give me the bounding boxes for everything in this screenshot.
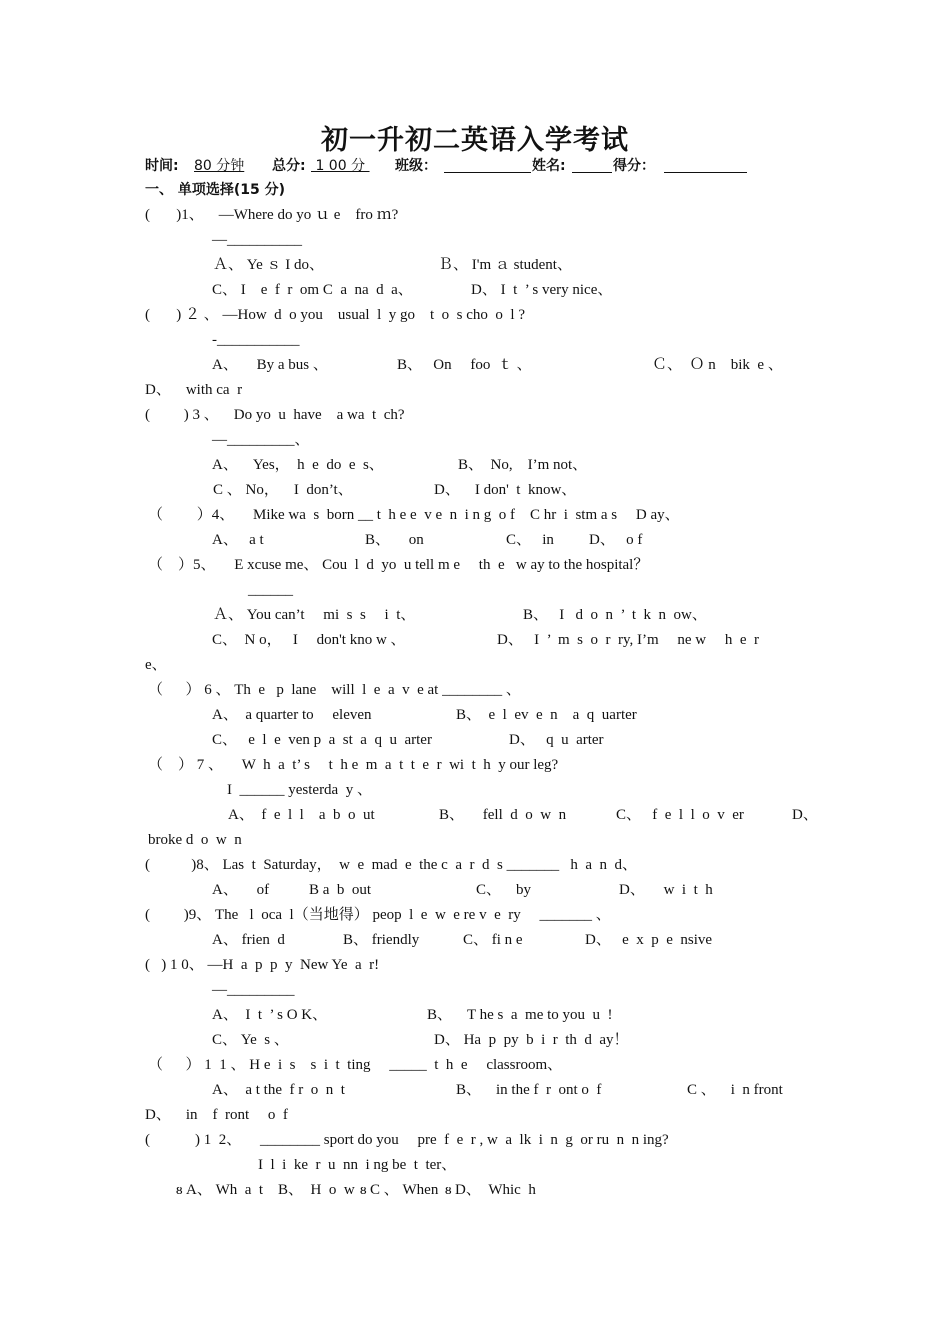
total-value: 1 00 分 bbox=[311, 158, 370, 174]
name-blank[interactable] bbox=[572, 172, 612, 173]
option-b: B、 in the f r ont o f bbox=[456, 1082, 602, 1098]
question-1: ( )1、 —Where do yo ｕ e fro ｍ? bbox=[145, 207, 399, 223]
option-d: D、 w i t h bbox=[619, 882, 713, 898]
option-b: B a b out bbox=[309, 882, 372, 898]
question-7: （ ） 7 、 W h a t’ s t h e m a t t e r wi t h y our leg? bbox=[148, 757, 559, 773]
section-mark: ᴕ bbox=[360, 1182, 367, 1198]
question-12-stem: I l i ke r u nn i ng be t ter、 bbox=[258, 1157, 457, 1173]
option-d: D、 I ’ m s o r ry, I’m ne w h e r bbox=[497, 632, 760, 648]
option-a: Ａ、 You can’t mi s s i t、 bbox=[213, 607, 416, 623]
question-11: （ ） 1 1 、 H e i s s i t ting _____ t h e classroom、 bbox=[148, 1057, 563, 1073]
question-10: ( ) 1 0、 —H a p p y New Ye a r! bbox=[145, 957, 380, 973]
option-b: B、 On foo ｔ 、 bbox=[397, 357, 532, 373]
option-b: B、 H o w bbox=[278, 1182, 355, 1198]
option-a: A、 a t the f r o n t bbox=[212, 1082, 345, 1098]
section-mark: ᴕ bbox=[176, 1182, 183, 1198]
option-a: A、 By a bus 、 bbox=[212, 357, 328, 373]
option-c: C、 I e f r om C a na d a、 bbox=[212, 282, 413, 298]
option-b: B、 fell d o w n bbox=[439, 807, 567, 823]
option-d-wrap: e、 bbox=[145, 657, 167, 673]
option-a: A、 a quarter to eleven bbox=[212, 707, 372, 723]
option-b: B、 on bbox=[365, 532, 424, 548]
question-8: ( )8、 Las t Saturday， w e mad e the c a r d s _______ h a n d、 bbox=[145, 857, 637, 873]
question-5: （ ）5、 E xcuse me、 Cou l d yo u tell m e th e w ay to the hospital？ bbox=[148, 557, 649, 573]
option-b: B、 e l ev e n a q uarter bbox=[456, 707, 637, 723]
option-c: C、 N o， I don't kno w 、 bbox=[212, 632, 406, 648]
answer-blank: -___________ bbox=[212, 332, 300, 348]
option-a: A、 frien d bbox=[212, 932, 285, 948]
option-d: D、 q u arter bbox=[509, 732, 604, 748]
option-c: C 、 i n front bbox=[687, 1082, 783, 1098]
option-c: C、 fi n e bbox=[463, 932, 523, 948]
option-a: A、 I t ’ s O K、 bbox=[212, 1007, 328, 1023]
option-c: C、 in bbox=[506, 532, 554, 548]
name-label: 姓名: bbox=[532, 158, 566, 174]
option-d: D、 I t ’ s very nice、 bbox=[471, 282, 613, 298]
option-a: Ａ、 Ye ｓ I do、 bbox=[213, 257, 324, 273]
option-a: A、 f e l l a b o ut bbox=[228, 807, 375, 823]
answer-blank: —_________ bbox=[212, 982, 295, 998]
question-7-stem: I ______ yesterda y 、 bbox=[227, 782, 372, 798]
option-d: D、 e x p e nsive bbox=[585, 932, 713, 948]
option-d: D、 in f ront o f bbox=[145, 1107, 288, 1123]
question-3: ( ) 3 、 Do yo u have a wa t ch? bbox=[145, 407, 405, 423]
option-c: C、 by bbox=[476, 882, 532, 898]
option-b: B、 I d o n ’ t k n ow、 bbox=[523, 607, 707, 623]
option-a: A、 a t bbox=[212, 532, 264, 548]
option-c: C、 f e l l o v er bbox=[616, 807, 744, 823]
option-c: C 、 No， I don’t、 bbox=[213, 482, 353, 498]
option-d-wrap: broke d o w n bbox=[148, 832, 242, 848]
total-label: 总分: bbox=[272, 158, 306, 174]
option-c: Ｃ、 Ｏ n bik e 、 bbox=[652, 357, 783, 373]
option-d: D、 bbox=[792, 807, 818, 823]
section-heading: 一、 单项选择(15 分) bbox=[145, 182, 286, 198]
option-d: D、 I don' t know、 bbox=[434, 482, 577, 498]
option-c: C、 e l e ven p a st a q u arter bbox=[212, 732, 432, 748]
option-c: C 、 When bbox=[370, 1182, 439, 1198]
option-d: D、 Whic h bbox=[455, 1182, 536, 1198]
option-d: D、 with ca r bbox=[145, 382, 243, 398]
option-a: A、 of bbox=[212, 882, 270, 898]
option-a: A、 Wh a t bbox=[186, 1182, 264, 1198]
time-label: 时间: bbox=[145, 158, 179, 174]
option-b: Ｂ、 I'm ａ student、 bbox=[438, 257, 572, 273]
option-b: B、 No, I’m not、 bbox=[458, 457, 588, 473]
option-b: B、 T he s a me to you u ! bbox=[427, 1007, 613, 1023]
option-d: D、 o f bbox=[589, 532, 643, 548]
option-c: C、 Ye s 、 bbox=[212, 1032, 289, 1048]
option-b: B、 friendly bbox=[343, 932, 420, 948]
class-label: 班级： bbox=[395, 158, 437, 174]
answer-blank: —_________、 bbox=[212, 432, 310, 448]
question-6: （ ） 6 、 Th e p lane will l e a v e at ________ 、 bbox=[148, 682, 521, 698]
question-2: ( ) ２ 、 —How d o you usual l y go t o s cho o l ? bbox=[145, 307, 525, 323]
question-12: ( ) 1 2、 ________ sport do you pre f e r , w a lk i n g or ru n n ing? bbox=[145, 1132, 669, 1148]
score-blank[interactable] bbox=[664, 172, 747, 173]
option-d: D、 Ha p py b i r th d ay！ bbox=[434, 1032, 629, 1048]
option-a: A、 Yes， h e do e s、 bbox=[212, 457, 384, 473]
section-mark: ᴕ bbox=[445, 1182, 452, 1198]
score-label: 得分： bbox=[613, 158, 655, 174]
class-blank[interactable] bbox=[444, 172, 531, 173]
question-9: ( )9、 The l oca l（当地得） peop l e w e re v e ry _______ 、 bbox=[145, 907, 611, 923]
time-value: 80 分钟 bbox=[194, 158, 245, 174]
question-4: （ ）4、 Mike wa s born __ t h e e v e n i n g o f C hr i stm a s D ay、 bbox=[148, 507, 680, 523]
answer-blank: —__________ bbox=[212, 232, 302, 248]
exam-title: 初一升初二英语入学考试 bbox=[321, 125, 629, 156]
answer-blank: ______ bbox=[248, 582, 293, 598]
